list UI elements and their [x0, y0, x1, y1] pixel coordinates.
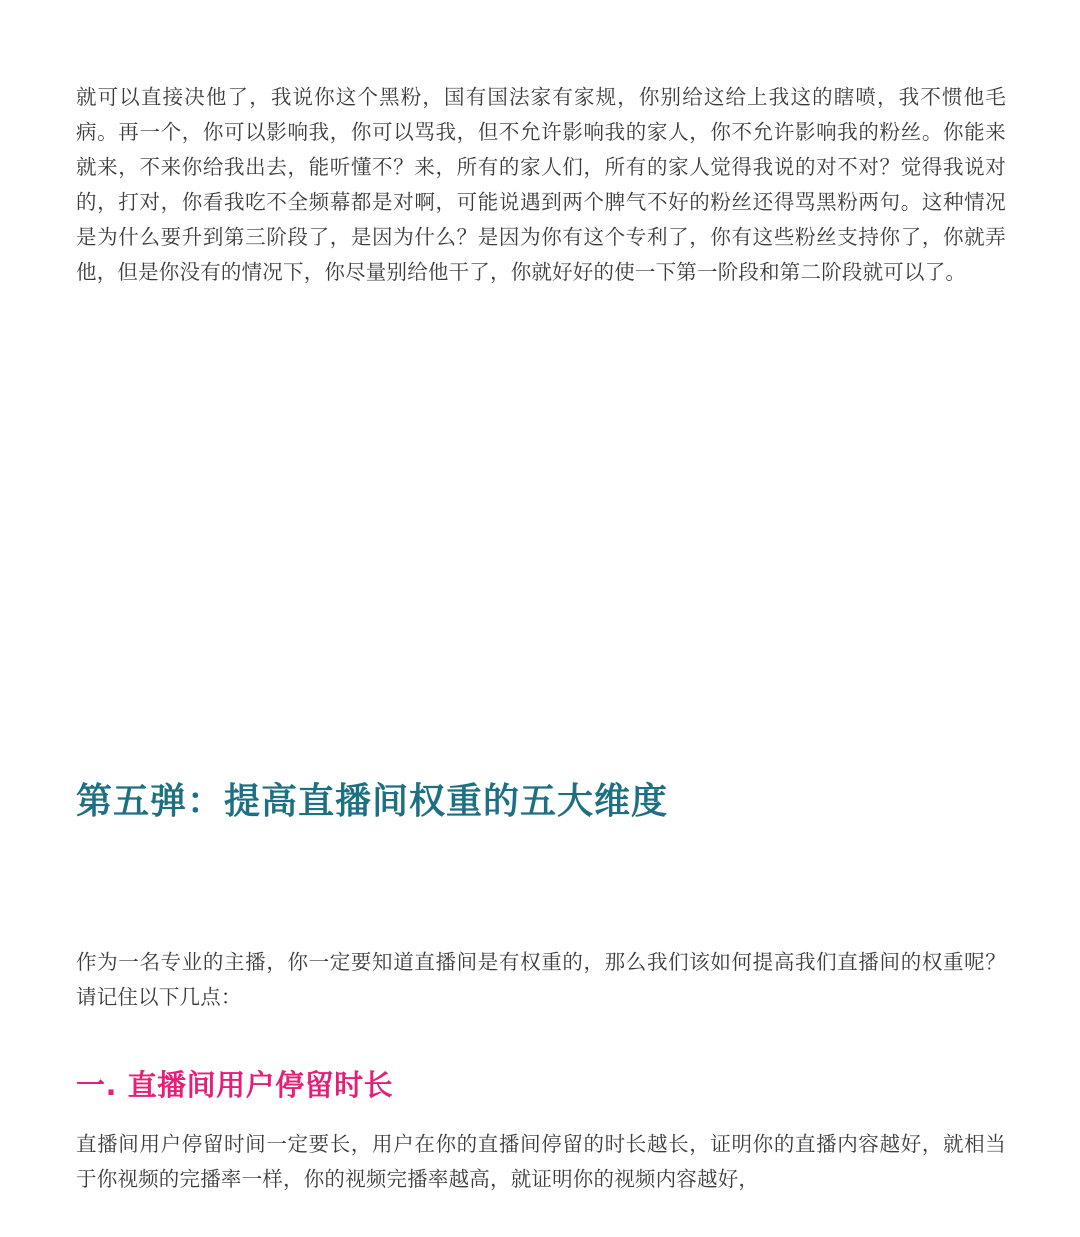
subheading-point-one: 一. 直播间用户停留时长 — [76, 1068, 394, 1102]
body-paragraph-section-intro: 作为一名专业的主播，你一定要知道直播间是有权重的，那么我们该如何提高我们直播间的权重呢？请记住以下几点： — [76, 950, 1006, 1009]
section-heading: 第五弹：提高直播间权重的五大维度 — [76, 781, 669, 822]
body-paragraph-intro: 就可以直接决他了，我说你这个黑粉，国有国法家有家规，你别给这给上我这的瞎喷，我不惯他毛病。再一个，你可以影响我，你可以骂我，但不允许影响我的家人，你不允许影响我的粉丝。你能来就来，不来你给我出去，能听懂不？来，所有的家人们，所有的家人觉得我说的对不对？觉得我说对的，打对，你看我吃不全频幕都是对啊，可能说遇到两个脾气不好的粉丝还得骂黑粉两句。这种情况是为什么要升到第三阶段了，是因为什么？是因为你有这个专利了，你有这些粉丝支持你了，你就弄他，但是你没有的情况下，你尽量别给他干了，你就好好的使一下第一阶段和第二阶段就可以了。 — [76, 85, 1006, 284]
body-paragraph-point-one: 直播间用户停留时间一定要长，用户在你的直播间停留的时长越长，证明你的直播内容越好，就相当于你视频的完播率一样，你的视频完播率越高，就证明你的视频内容越好， — [76, 1132, 1006, 1191]
